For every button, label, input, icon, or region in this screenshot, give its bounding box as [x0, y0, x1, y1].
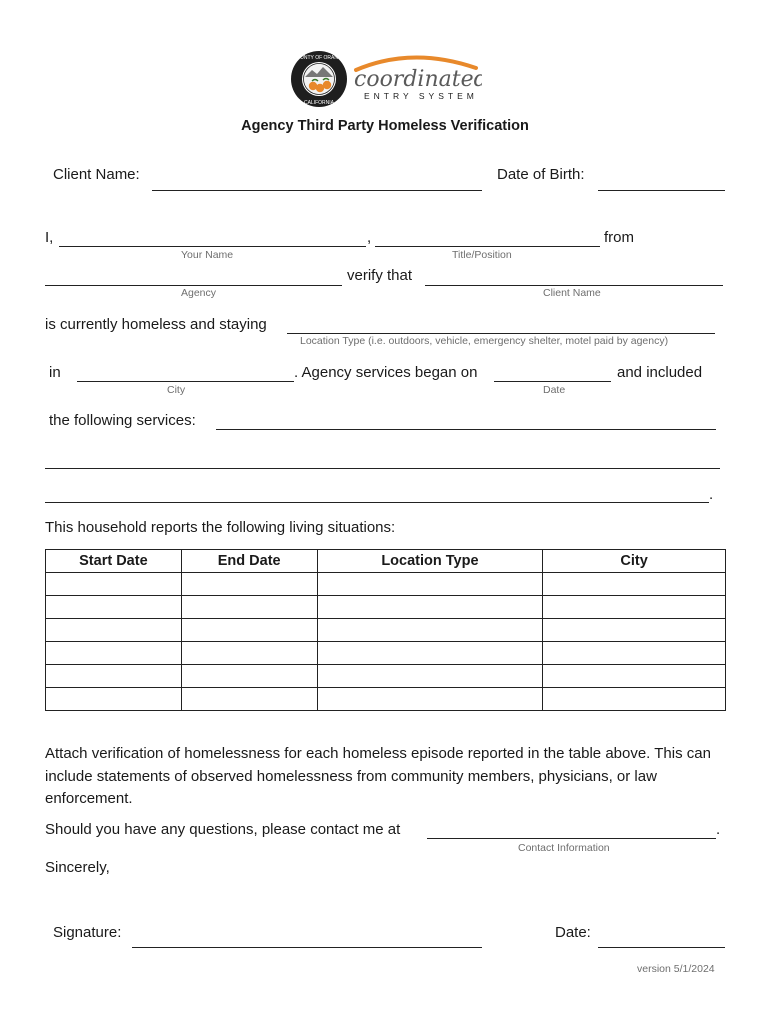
table-header-row [46, 550, 726, 573]
wordmark-sub-text: ENTRY SYSTEM [364, 91, 478, 101]
line1-comma: , [367, 229, 372, 246]
table-cell[interactable] [181, 619, 317, 642]
county-seal-logo [290, 50, 348, 108]
services-field-1[interactable] [216, 429, 716, 430]
location-type-field[interactable] [287, 333, 715, 334]
table-row [46, 596, 726, 619]
attach-paragraph: Attach verification of homelessness for each homeless episode reported in the table above. This can include statements of observed homelessness from community members, physicians, or law enforcement. [45, 745, 711, 807]
coordinated-entry-logo [352, 52, 482, 104]
table-cell[interactable] [543, 688, 726, 711]
table-cell[interactable] [46, 688, 182, 711]
signature-date-field[interactable] [598, 947, 725, 948]
table-cell[interactable] [181, 665, 317, 688]
table-cell[interactable] [181, 688, 317, 711]
table-cell[interactable] [181, 573, 317, 596]
table-cell[interactable] [543, 665, 726, 688]
title-position-caption: Title/Position [452, 249, 512, 261]
your-name-field[interactable] [59, 246, 366, 247]
table-cell[interactable] [46, 665, 182, 688]
city-caption: City [167, 384, 186, 396]
wordmark-text: coordinated [354, 67, 482, 92]
household-text: This household reports the following living situations: [45, 519, 396, 536]
table-cell[interactable] [46, 619, 182, 642]
table-row [46, 619, 726, 642]
date-caption: Date [543, 384, 566, 396]
seal-top-text: COUNTY OF ORANGE [292, 55, 346, 61]
client-name-label: Client Name: [53, 166, 140, 183]
services-period: . [709, 486, 714, 503]
date-label: Date: [555, 924, 591, 941]
table-cell[interactable] [317, 665, 543, 688]
signature-field[interactable] [132, 947, 482, 948]
contact-info-caption: Contact Information [518, 842, 610, 854]
form-title: Agency Third Party Homeless Verification [241, 118, 529, 134]
dob-field[interactable] [598, 190, 725, 191]
seal-bottom-text: CALIFORNIA [303, 100, 335, 106]
sincerely-text: Sincerely, [45, 859, 110, 876]
services-began-text: . Agency services began on [294, 364, 478, 381]
in-text: in [49, 364, 61, 381]
questions-period: . [716, 821, 721, 838]
questions-text: Should you have any questions, please contact me at [45, 821, 401, 838]
your-name-caption: Your Name [181, 249, 234, 261]
table-cell[interactable] [543, 619, 726, 642]
table-cell[interactable] [317, 573, 543, 596]
verify-that-text: verify that [347, 267, 413, 284]
location-type-caption: Location Type (i.e. outdoors, vehicle, emergency shelter, motel paid by agency) [300, 335, 669, 347]
agency-field[interactable] [45, 285, 342, 286]
title-position-field[interactable] [375, 246, 600, 247]
agency-caption: Agency [181, 287, 217, 299]
header-end-date: End Date [181, 550, 317, 573]
table-cell[interactable] [543, 596, 726, 619]
table-row [46, 573, 726, 596]
living-situations-table [45, 549, 726, 711]
table-cell[interactable] [317, 596, 543, 619]
homeless-text: is currently homeless and staying [45, 316, 267, 333]
table-cell[interactable] [46, 596, 182, 619]
client-name-field[interactable] [152, 190, 482, 191]
table-row [46, 665, 726, 688]
table-cell[interactable] [181, 642, 317, 665]
header-city: City [543, 550, 726, 573]
table-cell[interactable] [543, 573, 726, 596]
header-start-date: Start Date [46, 550, 182, 573]
city-field[interactable] [77, 381, 294, 382]
client-name-caption: Client Name [543, 287, 601, 299]
dob-label: Date of Birth: [497, 166, 585, 183]
table-cell[interactable] [543, 642, 726, 665]
signature-label: Signature: [53, 924, 122, 941]
table-cell[interactable] [181, 596, 317, 619]
table-row [46, 642, 726, 665]
services-field-3[interactable] [45, 502, 709, 503]
following-services-text: the following services: [49, 412, 196, 429]
contact-info-field[interactable] [427, 838, 716, 839]
table-cell[interactable] [317, 619, 543, 642]
table-row [46, 688, 726, 711]
table-cell[interactable] [317, 642, 543, 665]
table-cell[interactable] [46, 573, 182, 596]
line1-from: from [604, 229, 634, 246]
line1-prefix: I, [45, 229, 54, 246]
services-field-2[interactable] [45, 468, 720, 469]
header-location-type: Location Type [317, 550, 543, 573]
table-cell[interactable] [317, 688, 543, 711]
services-date-field[interactable] [494, 381, 611, 382]
table-cell[interactable] [46, 642, 182, 665]
version-text: version 5/1/2024 [637, 963, 715, 975]
and-included-text: and included [617, 364, 703, 381]
client-name-field-2[interactable] [425, 285, 723, 286]
